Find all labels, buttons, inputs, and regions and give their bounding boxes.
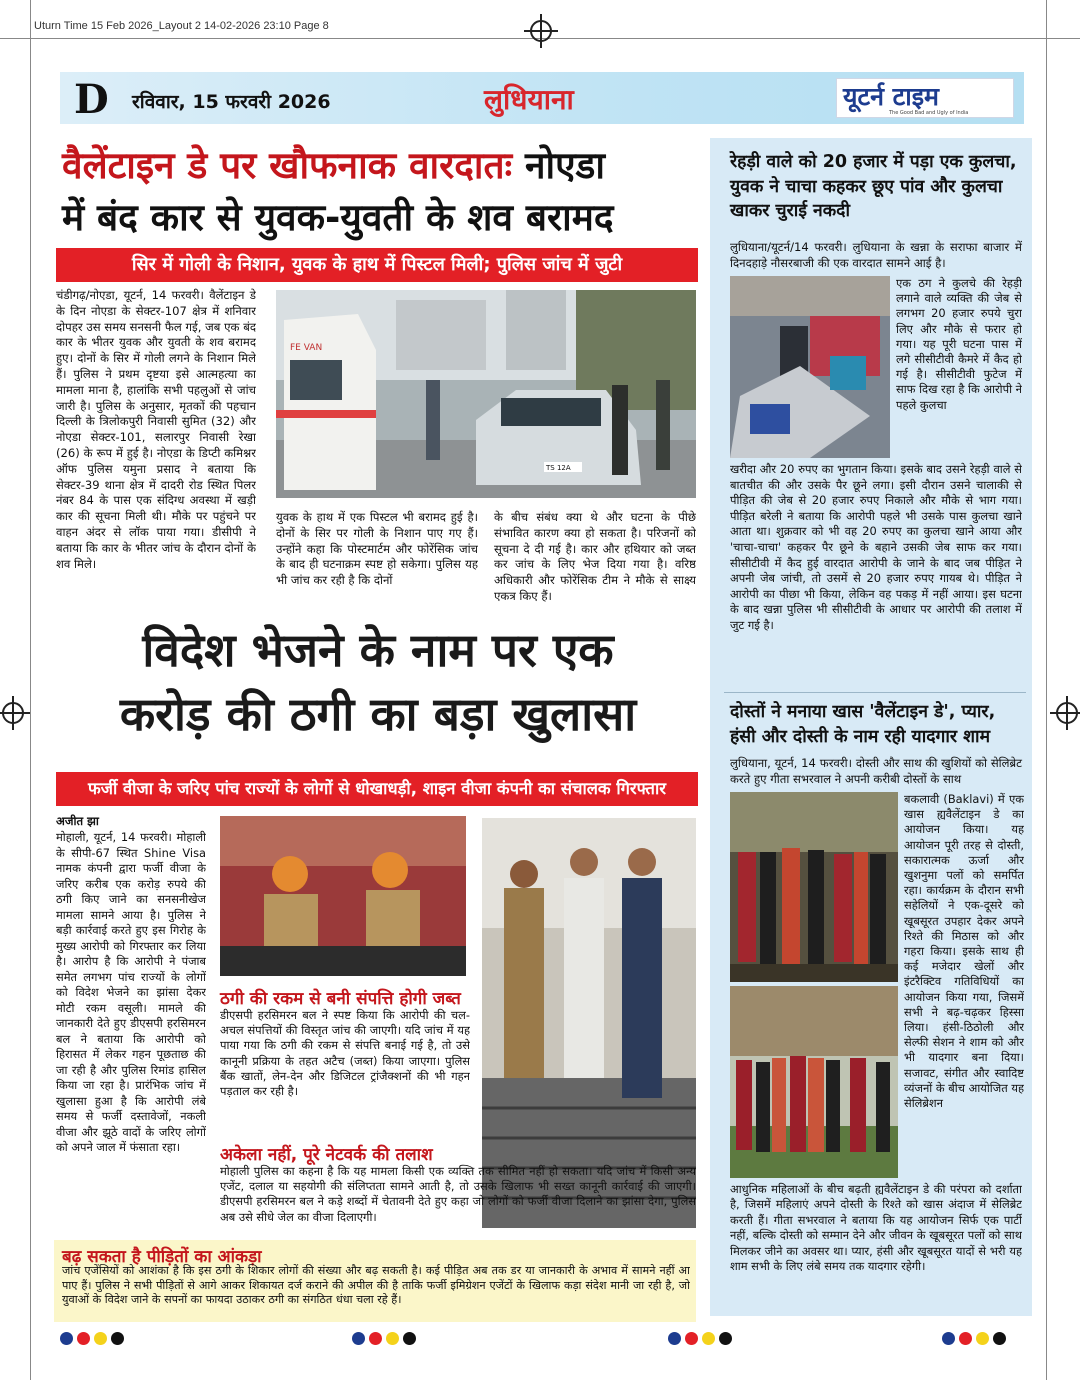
story1-headline (62, 140, 702, 244)
story1-headline-red: वैलेंटाइन डे पर खौफनाक वारदातः (62, 144, 513, 187)
dot-yellow (702, 1332, 715, 1345)
victims-box-title: बढ़ सकता है पीड़ितों का आंकड़ा (62, 1247, 262, 1267)
city-name: लुधियाना (484, 83, 574, 116)
logo-tagline: The Good Bad and Ugly of India (889, 110, 969, 116)
story2-subhead-2: अकेला नहीं, पूरे नेटवर्क की तलाश (220, 1145, 433, 1165)
story1-column-3: के बीच संबंध क्या थे और घटना के पीछे संभावित कारण क्या हो सकता है। परिजनों को सूचना दे दी गई है। कार और हथियार को जब्त कर जांच के लिए भेज दिया गया है। वरिष्ठ अधिकारी और फोरेंसिक टीम ने मौके से साक्ष्य एकत्र किए हैं। (494, 510, 696, 603)
story2-column-1: मोहाली, यूटर्न, 14 फरवरी। मोहाली के सीपी-67 स्थित Shine Visa नामक कंपनी द्वारा फर्जी वीजा के जरिए करीब एक करोड़ रुपये की ठगी किए जाने का सनसनीखेज मामला सामने आया है। पुलिस ने बड़ी कार्रवाई करते हुए इस गिरोह के मुख्य आरोपी को गिरफ्तार कर लिया है। आरोप है कि आरोपी ने पंजाब समेत लगभग पांच राज्यों के लोगों को विदेश भेजने का झांसा देकर मोटी रकम वसूली। मामले की जानकारी देते हुए डीएसपी हरसिमरन बल ने बताया कि आरोपी को हिरासत में लेकर गहन पूछताछ की जा रही है और पुलिस रिमांड हासिल किया जा रहा है। प्रारंभिक जांच में खुलासा हुआ है कि आरोपी लंबे समय से फर्जी दस्तावेजों, नकली वीजा और झूठे वादों के जरिए लोगों को अपने जाल में फंसाता रहा। (56, 830, 206, 1154)
story2-strap: फर्जी वीजा के जरिए पांच राज्यों के लोगों से धोखाधड़ी, शाइन वीजा कंपनी का संचालक गिरफ्तार (56, 772, 698, 806)
side1-headline: रेहड़ी वाले को 20 हजार में पड़ा एक कुलचा, युवक ने चाचा कहकर छूए पांव और कुलचा खाकर चुराई नकदी (730, 152, 1017, 221)
story2-headline (58, 618, 698, 746)
side1-beside-photo: एक ठग ने कुलचे की रेहड़ी लगाने वाले व्यक्ति की जेब से लगभग 20 हजार रुपये चुरा लिए और मौके से फरार हो गया। यह पूरी घटना पास में लगे सीसीटीवी कैमरे में कैद हो गई है। सीसीटीवी फुटेज में साफ दिख रहा है कि आरोपी ने पहले कुलचा (896, 276, 1022, 412)
dot-black (993, 1332, 1006, 1345)
section-letter: D (74, 76, 109, 123)
story2-byline: अजीत झा (56, 814, 99, 828)
story1-column-1: चंडीगढ़/नोएडा, यूटर्न, 14 फरवरी। वैलेंटाइन डे के दिन नोएडा के सेक्टर-107 क्षेत्र में शनिवार दोपहर उस समय सनसनी फैल गई, जब एक बंद कार के भीतर युवक और युवती के शव बरामद हुए। दोनों के सिर में गोली लगने के निशान मिले हैं। पुलिस ने प्रथम दृष्टया इसे आत्महत्या का मामला माना है, हालांकि सभी पहलुओं से जांच जारी है। पुलिस के अनुसार, मृतकों की पहचान दिल्ली के त्रिलोकपुरी निवासी सुमित (32) और नोएडा सेक्टर-101, सलारपुर निवासी रेखा (26) के रूप में हुई है। नोएडा के डिप्टी कमिश्नर ऑफ पुलिस यमुना प्रसाद ने बताया कि सेक्टर-39 थाना क्षेत्र में दादरी रोड स्थित पिलर नंबर 84 के पास एक संदिग्ध अवस्था में खड़ी कार की सूचना मिली थी। मौके पर पहुंचने पर वाहन अंदर से लॉक पाया गया। डीसीपी ने बताया कि कार के भीतर जांच के दौरान दोनों के शव मिले। (56, 288, 256, 571)
side2-body: आधुनिक महिलाओं के बीच बढ़ती ह्यवैलेंटाइन डे की परंपरा को दर्शाता है, जिसमें महिलाएं अपने दोस्ती के रिश्ते को खास अंदाज में सेलिब्रेट करती हैं। गीता सभरवाल ने बताया कि यह आयोजन सिर्फ एक पार्टी नहीं, बल्कि दोस्ती को सम्मान देने और जीवन के खूबसूरत पलों को साथ मिलकर जीने का अवसर था। प्यार, हंसी और खूबसूरत यादों से भरी यह शाम सभी के लिए लंबे समय तक यादगार रहेगी। (730, 1182, 1022, 1274)
registration-mark-left (2, 702, 24, 724)
dot-blue (668, 1332, 681, 1345)
side2-headline: दोस्तों ने मनाया खास 'वैलेंटाइन डे', प्यार, हंसी और दोस्ती के नाम रही यादगार शाम (730, 702, 996, 747)
registration-dots-mid (668, 1332, 732, 1345)
newspaper-logo (836, 78, 1014, 118)
story2-subhead-2-text: मोहाली पुलिस का कहना है कि यह मामला किसी एक व्यक्ति तक सीमित नहीं हो सकता। यदि जांच में किसी अन्य एजेंट, दलाल या सहयोगी की संलिप्तता सामने आती है, तो उसके खिलाफ भी सख्त कानूनी कार्रवाई की जाएगी। डीएसपी हरसिमरन बल ने कड़े शब्दों में चेतावनी देते हुए कहा जो लोगों को फर्जी वीजा दिलाने का झांसा देगा, पुलिस अब उसे सीधे जेल का वीजा दिलाएगी। (220, 1164, 696, 1224)
dot-black (719, 1332, 732, 1345)
dot-blue (352, 1332, 365, 1345)
trim-line-right (1046, 0, 1047, 1380)
dot-red (77, 1332, 90, 1345)
side1-lead: लुधियाना/यूटर्न/14 फरवरी। लुधियाना के खन्ना के सराफा बाजार में दिनदहाड़े नौसरबाजी की एक वारदात सामने आई है। (730, 240, 1022, 270)
story1-headline-black-1: नोएडा (524, 144, 605, 187)
issue-date: रविवार, 15 फरवरी 2026 (132, 91, 331, 113)
side1-cctv-photo (730, 276, 890, 458)
story1-headline-black-2: में बंद कार से युवक-युवती के शव बरामद (62, 196, 614, 239)
story2-press-photo (220, 816, 466, 976)
dot-black (111, 1332, 124, 1345)
ambulance-label: FE VAN (290, 343, 323, 353)
sidebar-divider (724, 692, 1026, 693)
story1-column-2: युवक के हाथ में एक पिस्टल भी बरामद हुई है। दोनों के सिर पर गोली के निशान पाए गए हैं। उन्होंने कहा कि पोस्टमार्टम और फोरेंसिक जांच के बाद ही घटनाक्रम स्पष्ट हो सकेगा। पुलिस यह भी जांच कर रही है कि दोनों (276, 510, 478, 588)
print-slug: Uturn Time 15 Feb 2026_Layout 2 14-02-2026 23:10 Page 8 (34, 20, 329, 32)
story2-headline-line-2: करोड़ की ठगी का बड़ा खुलासा (119, 687, 637, 741)
logo-text: यूटर्न टाइम (843, 82, 939, 111)
dot-blue (942, 1332, 955, 1345)
victims-box-text: जांच एजेंसियों को आशंका है कि इस ठगी के शिकार लोगों की संख्या और बढ़ सकती है। कई पीड़ित अब तक डर या जानकारी के अभाव में सामने नहीं आ पाए हैं। पुलिस ने सभी पीड़ितों से आगे आकर शिकायत दर्ज कराने की अपील की है ताकि फर्जी इमिग्रेशन एजेंटों के खिलाफ कड़ा संदेश मानी जा रही है, जो युवाओं के विदेश जाने के सपनों का फायदा उठाकर ठगी का संगठित धंधा चला रहे हैं। (62, 1264, 690, 1307)
dot-blue (60, 1332, 73, 1345)
dot-yellow (976, 1332, 989, 1345)
story2-headline-line-1: विदेश भेजने के नाम पर एक (142, 623, 614, 677)
dot-red (959, 1332, 972, 1345)
dot-black (403, 1332, 416, 1345)
registration-dots-right (942, 1332, 1006, 1345)
side2-photo-1 (730, 792, 898, 982)
story2-subhead-1: ठगी की रकम से बनी संपत्ति होगी जब्त (220, 989, 461, 1009)
side1-body: खरीदा और 20 रुपए का भुगतान किया। इसके बाद उसने रेहड़ी वाले से बातचीत की और उसके पैर छूने लगा। इसी दौरान उसने चालाकी से पीड़ित की जेब से 20 हजार रुपए निकाले और मौके से भाग गया। पीड़ित बरेली ने बताया कि आरोपी पहले भी उसके पास कुलचा खाने आता था। शुक्रवार को भी वह 20 रुपए का कुलचा खाने आया और 'चाचा-चाचा' कहकर पैर छूने के बहाने उसकी जेब साफ कर गया। सीसीटीवी में कैद हुई वारदात आरोपी के जाने के बाद जब पीड़ित ने अपनी जेब जांची, तो उसमें से 20 हजार रुपए गायब थे। पीड़ित ने आरोपी का पीछा भी किया, लेकिन वह पकड़ में नहीं आया। इस घटना के बाद खन्ना पुलिस भी सीसीटीवी के आधार पर आरोपी की तलाश में जुट गई है। (730, 462, 1022, 632)
registration-mark-right (1056, 702, 1078, 724)
car-plate: TS 12A (546, 464, 571, 472)
story2-subhead-1-text: डीएसपी हरसिमरन बल ने स्पष्ट किया कि आरोपी की चल-अचल संपत्तियों की विस्तृत जांच की जाएगी। यदि जांच में यह पाया गया कि ठगी की रकम से संपत्ति बनाई गई है, तो उसे कानूनी प्रक्रिया के तहत अटैच (जब्त) किया जाएगा। पुलिस बैंक खातों, लेन-देन और डिजिटल ट्रांजैक्शनों की भी गहन पड़ताल कर रही है। (220, 1008, 470, 1099)
story1-photo (276, 290, 696, 498)
registration-dots-left (60, 1332, 124, 1345)
registration-dots-center (352, 1332, 416, 1345)
side2-beside-photo: बकलावी (Baklavi) में एक खास ह्यवैलेंटाइन डे का आयोजन किया। यह आयोजन पूरी तरह से दोस्ती, सकारात्मक ऊर्जा और खुशनुमा पलों को समर्पित रहा। कार्यक्रम के दौरान सभी सहेलियों ने एक-दूसरे को खूबसूरत उपहार देकर अपने रिश्ते की मिठास को और गहरा किया। इसके साथ ही कई मजेदार खेलों और इंटरैक्टिव गतिविधियों का आयोजन किया गया, जिसमें सभी ने बढ़-चढ़कर हिस्सा लिया। हंसी-ठिठोली और सेल्फी सेशन ने शाम को और भी यादगार बना दिया। सजावट, संगीत और स्वादिष्ट व्यंजनों के बीच आयोजित यह सेलिब्रेशन (904, 792, 1024, 1111)
dot-yellow (94, 1332, 107, 1345)
side2-lead: लुधियाना, यूटर्न, 14 फरवरी। दोस्ती और साथ की खुशियों को सेलिब्रेट करते हुए गीता सभरवाल ने अपनी करीबी दोस्तों के साथ (730, 756, 1022, 786)
dot-yellow (386, 1332, 399, 1345)
registration-mark-top (530, 20, 552, 42)
dot-red (369, 1332, 382, 1345)
side2-photo-2 (730, 986, 898, 1178)
dot-red (685, 1332, 698, 1345)
trim-line-left (30, 0, 31, 1380)
story1-strap: सिर में गोली के निशान, युवक के हाथ में पिस्टल मिली; पुलिस जांच में जुटी (56, 248, 698, 282)
